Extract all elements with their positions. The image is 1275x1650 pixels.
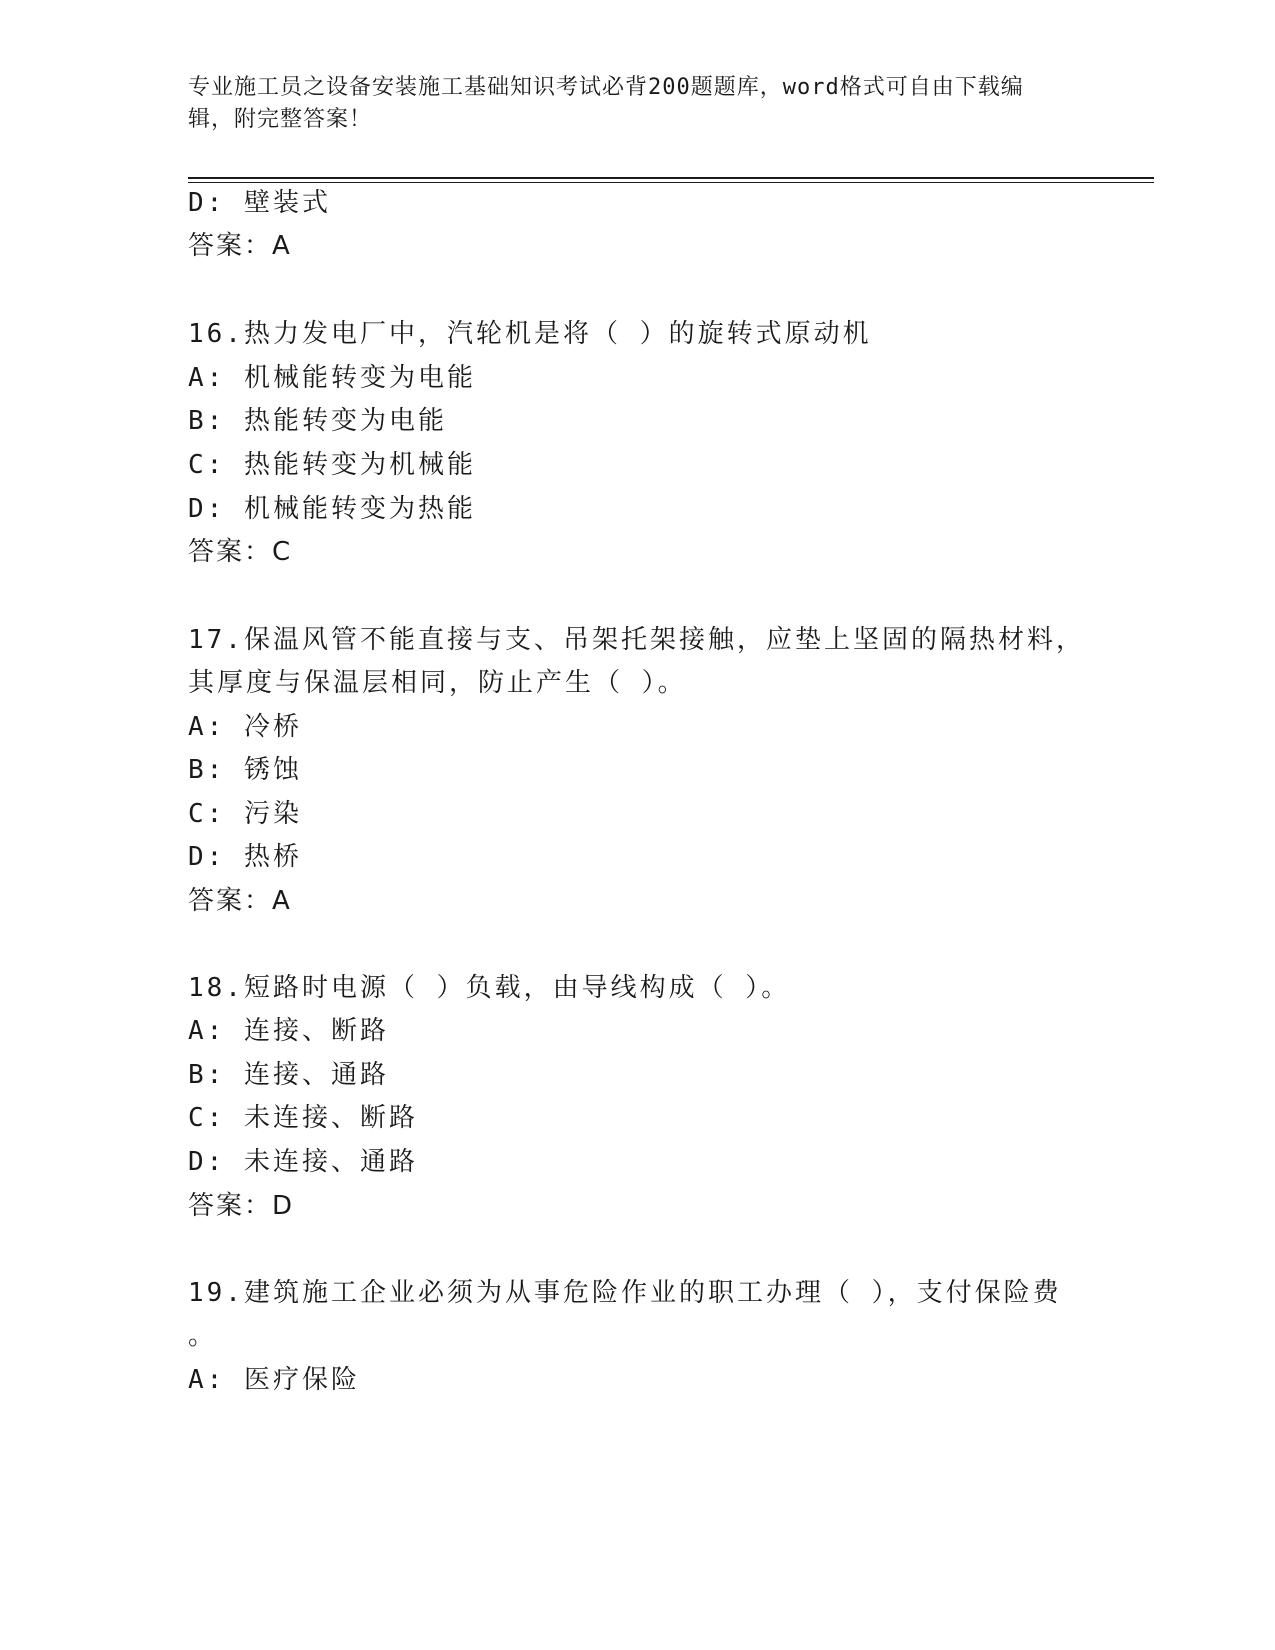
q16-option-d: D: 机械能转变为热能 — [188, 494, 476, 524]
q18-answer: 答案：D — [188, 1191, 295, 1221]
q19-option-a: A: 医疗保险 — [188, 1365, 360, 1395]
q17-question-line2: 其厚度与保温层相同，防止产生（ ）。 — [188, 668, 687, 698]
q18-option-c: C: 未连接、断路 — [188, 1103, 418, 1133]
q18-option-a: A: 连接、断路 — [188, 1016, 389, 1046]
q19-question-line1: 19.建筑施工企业必须为从事危险作业的职工办理（ ），支付保险费 — [188, 1278, 1062, 1308]
q18-option-b: B: 连接、通路 — [188, 1060, 389, 1090]
q17-option-d: D: 热桥 — [188, 842, 302, 872]
q17-option-a: A: 冷桥 — [188, 712, 302, 742]
q18-option-d: D: 未连接、通路 — [188, 1147, 418, 1177]
q16-option-b: B: 热能转变为电能 — [188, 406, 447, 436]
q17-answer: 答案：A — [188, 886, 292, 916]
q17-question-line1: 17.保温风管不能直接与支、吊架托架接触，应垫上坚固的隔热材料， — [188, 625, 1085, 655]
header-divider-thick — [188, 177, 1154, 179]
document-header: 专业施工员之设备安装施工基础知识考试必背200题题库，word格式可自由下载编辑，附完整答案！ — [188, 75, 1024, 132]
q16-question: 16.热力发电厂中，汽轮机是将（ ）的旋转式原动机 — [188, 319, 872, 349]
prev-option-d: D: 壁装式 — [188, 188, 331, 218]
q16-answer: 答案：C — [188, 537, 293, 567]
q16-option-c: C: 热能转变为机械能 — [188, 450, 476, 480]
prev-answer: 答案：A — [188, 231, 292, 261]
q17-option-c: C: 污染 — [188, 799, 302, 829]
q18-question: 18.短路时电源（ ）负载，由导线构成（ ）。 — [188, 973, 791, 1003]
header-divider-thin — [188, 182, 1154, 183]
q19-question-line2: 。 — [188, 1321, 218, 1351]
q16-option-a: A: 机械能转变为电能 — [188, 363, 476, 393]
q17-option-b: B: 锈蚀 — [188, 755, 302, 785]
